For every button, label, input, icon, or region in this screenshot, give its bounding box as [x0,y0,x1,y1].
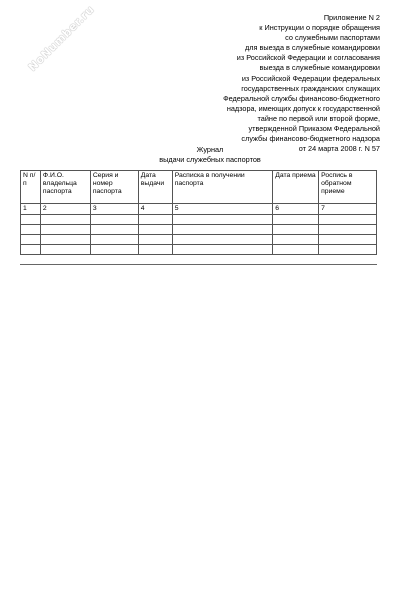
appendix-line: Федеральной службы финансово-бюджетного [223,93,380,103]
column-header-receipt-signature: Расписка в получении паспорта [172,171,273,204]
appendix-line: для выезда в служебные командировки [244,43,380,53]
appendix-note [150,13,380,154]
column-number: 5 [172,204,273,215]
table-cell [138,245,172,255]
table-cell [21,225,41,235]
appendix-line: со служебными паспортами [285,33,380,43]
table-cell [319,215,377,225]
table-cell [138,225,172,235]
table-cell [40,225,90,235]
column-number: 2 [40,204,90,215]
table-cell [40,245,90,255]
table-cell [90,225,138,235]
column-number: 7 [319,204,377,215]
table-cell [90,215,138,225]
watermark-text: NoNumber.ru [25,2,97,74]
column-header-return-date: Дата приема [273,171,319,204]
table-header-row [21,171,377,204]
appendix-line: от 24 марта 2008 г. N 57 [298,144,380,154]
journal-subtitle: выдачи служебных паспортов [159,155,261,164]
appendix-line: государственных гражданских служащих [241,83,380,93]
table-row [21,215,377,225]
column-header-owner-name: Ф.И.О. владельца паспорта [40,171,90,204]
table-cell [319,235,377,245]
table-cell [21,235,41,245]
column-header-return-signature: Роспись в обратном приеме [319,171,377,204]
column-number: 4 [138,204,172,215]
table-cell [172,245,273,255]
watermark [1,0,121,98]
journal-title: Журнал [196,145,224,154]
table-cell [90,235,138,245]
column-header-passport-series: Серия и номер паспорта [90,171,138,204]
table-cell [40,215,90,225]
table-cell [273,235,319,245]
table-row [21,235,377,245]
table-cell [172,215,273,225]
appendix-line: из Российской Федерации и согласования [236,53,380,63]
column-number-row [21,204,377,215]
table-cell [172,235,273,245]
table-cell [90,245,138,255]
column-number: 6 [273,204,319,215]
column-header-number: N п/п [21,171,41,204]
appendix-line: утвержденной Приказом Федеральной [248,124,380,134]
appendix-line: тайне по первой или второй форме, [257,113,380,123]
column-number: 3 [90,204,138,215]
column-number: 1 [21,204,41,215]
journal-heading [0,145,420,165]
appendix-line: из Российской Федерации федеральных [241,73,380,83]
table-cell [273,245,319,255]
appendix-line: выезда в служебные командировки [259,63,380,73]
passport-register-table [20,170,377,255]
table-cell [138,215,172,225]
appendix-line: Приложение N 2 [323,13,380,22]
table-cell [319,245,377,255]
column-header-issue-date: Дата выдачи [138,171,172,204]
table-cell [319,225,377,235]
separator-line [20,264,377,265]
table-row [21,225,377,235]
table-cell [40,235,90,245]
table-cell [172,225,273,235]
appendix-line: к Инструкции о порядке обращения [259,23,380,33]
table-cell [21,215,41,225]
table-cell [273,225,319,235]
table-row [21,245,377,255]
appendix-line: надзора, имеющих допуск к государственной [226,103,380,113]
table-cell [138,235,172,245]
table-cell [21,245,41,255]
appendix-line: службы финансово-бюджетного надзора [241,134,380,144]
table-cell [273,215,319,225]
